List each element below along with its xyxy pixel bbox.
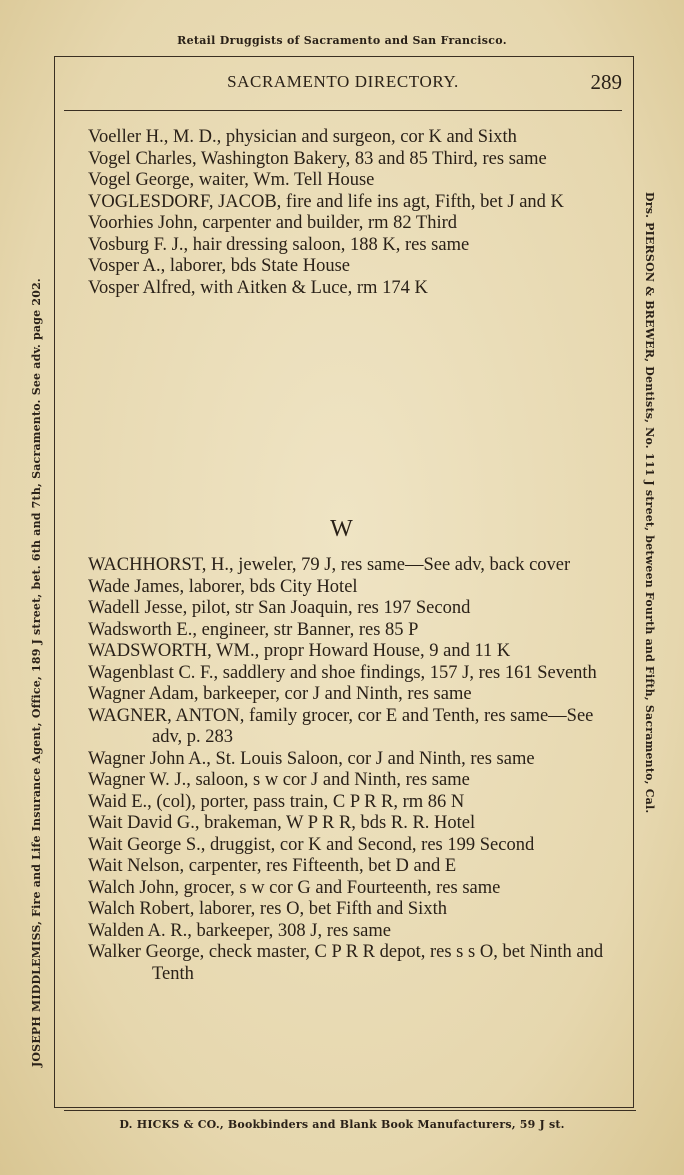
- directory-entry: Vogel Charles, Washington Bakery, 83 and 85 Third, res same: [88, 148, 547, 169]
- directory-entry: Voeller H., M. D., physician and surgeon, cor K and Sixth: [88, 127, 517, 147]
- directory-entry: Vosper A., laborer, bds State House: [88, 256, 350, 276]
- directory-entry: Wagenblast C. F., saddlery and shoe findings, 157 J, res 161 Seventh: [88, 662, 597, 683]
- directory-entry: Waid E., (col), porter, pass train, C P R R, rm 86 N: [88, 791, 465, 812]
- directory-entry: Wait George S., druggist, cor K and Second, res 199 Second: [88, 834, 535, 855]
- directory-entry: Wadsworth E., engineer, str Banner, res 85 P: [88, 619, 419, 640]
- directory-entry: Wadell Jesse, pilot, str San Joaquin, res 197 Second: [88, 598, 471, 618]
- directory-entry: Wade James, laborer, bds City Hotel: [88, 576, 358, 597]
- directory-entry: Walker George, check master, C P R R depot, res s s O, bet Ninth and Tenth: [88, 942, 604, 984]
- section-letter-heading: W: [330, 516, 354, 542]
- bottom-advertisement: D. HICKS & CO., Bookbinders and Blank Book Manufacturers, 59 J st.: [119, 1118, 565, 1131]
- entries-w-list: [88, 555, 618, 985]
- running-head: SACRAMENTO DIRECTORY.: [227, 72, 459, 91]
- left-side-advertisement: JOSEPH MIDDLEMISS, Fire and Life Insurance Agent, Office, 189 J street, bet. 6th and 7th, Sacramento. See adv. page 202.: [30, 278, 43, 1067]
- directory-entry: WACHHORST, H., jeweler, 79 J, res same—See adv, back cover: [88, 555, 571, 575]
- directory-entry: Vogel George, waiter, Wm. Tell House: [88, 170, 375, 190]
- directory-entry: Wait Nelson, carpenter, res Fifteenth, bet D and E: [88, 856, 457, 876]
- entries-v-list: [88, 127, 618, 299]
- header-rule: [64, 110, 622, 111]
- directory-entry: Walch Robert, laborer, res O, bet Fifth and Sixth: [88, 899, 447, 919]
- directory-entry: Walch John, grocer, s w cor G and Fourteenth, res same: [88, 877, 501, 898]
- directory-entry: WADSWORTH, WM., propr Howard House, 9 and 11 K: [88, 641, 511, 661]
- directory-entry: Wagner John A., St. Louis Saloon, cor J and Ninth, res same: [88, 748, 535, 769]
- directory-entry: VOGLESDORF, JACOB, fire and life ins agt, Fifth, bet J and K: [88, 191, 564, 212]
- directory-entry: Wait David G., brakeman, W P R R, bds R. R. Hotel: [88, 813, 476, 833]
- directory-entry: Vosper Alfred, with Aitken & Luce, rm 174 K: [88, 277, 428, 298]
- directory-entry: Wagner Adam, barkeeper, cor J and Ninth, res same: [88, 684, 472, 704]
- directory-entry: Voorhies John, carpenter and builder, rm 82 Third: [88, 213, 458, 233]
- right-side-advertisement: Drs. PIERSON & BREWER, Dentists, No. 111 J street, between Fourth and Fifth, Sacramento, Cal.: [643, 192, 656, 814]
- directory-entry: Vosburg F. J., hair dressing saloon, 188 K, res same: [88, 234, 470, 255]
- directory-entry: Wagner W. J., saloon, s w cor J and Ninth, res same: [88, 770, 470, 790]
- page-number: 289: [590, 70, 622, 94]
- footer-rule: [64, 1110, 636, 1111]
- top-advertisement: Retail Druggists of Sacramento and San Francisco.: [177, 34, 507, 47]
- directory-entry: WAGNER, ANTON, family grocer, cor E and Tenth, res same—See adv, p. 283: [88, 705, 594, 747]
- directory-entry: Walden A. R., barkeeper, 308 J, res same: [88, 920, 391, 941]
